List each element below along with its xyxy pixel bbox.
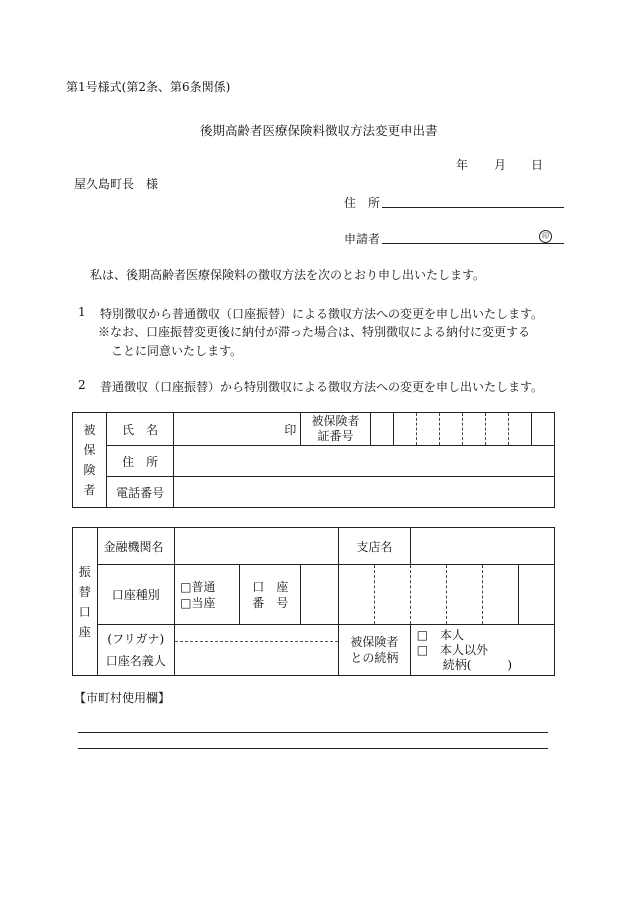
insured-number-digit[interactable]	[416, 413, 439, 446]
addressee: 屋久島町長 様	[74, 177, 159, 191]
branch-label: 支店名	[339, 528, 411, 565]
account-number-digit[interactable]	[410, 565, 446, 625]
option2-number: 2	[78, 378, 86, 392]
account-number-digit[interactable]	[374, 565, 410, 625]
insured-address-field[interactable]	[174, 446, 555, 477]
insured-number-digit[interactable]	[485, 413, 508, 446]
insured-number-label: 被保険者 証番号	[301, 413, 370, 446]
insured-name-label: 氏 名	[107, 413, 174, 446]
account-number-digit[interactable]	[482, 565, 518, 625]
account-number-digit[interactable]	[446, 565, 482, 625]
municipal-use-line-2	[78, 748, 548, 749]
insured-seal-label: 印	[284, 422, 297, 437]
bank-name-label: 金融機関名	[97, 528, 175, 565]
option1-note-line2: ことに同意いたします。	[111, 344, 243, 358]
relation-options[interactable]	[410, 625, 554, 676]
branch-field[interactable]	[410, 528, 554, 565]
municipal-use-label: 【市町村使用欄】	[74, 691, 171, 705]
insured-table	[72, 412, 555, 508]
seal-icon: 印	[539, 230, 552, 243]
account-number-label: 口 座 番 号	[240, 565, 301, 625]
option1-text: 特別徴収から普通徴収（口座振替）による徴収方法への変更を申し出いたします。	[100, 307, 544, 321]
account-table	[72, 527, 555, 676]
option1-note-line1: ※なお、口座振替変更後に納付が滞った場合は、特別徴収による納付に変更する	[98, 325, 531, 339]
insured-number-digit[interactable]	[462, 413, 485, 446]
account-number-digit[interactable]	[339, 565, 375, 625]
applicant-address-line[interactable]	[382, 207, 564, 208]
option2-text: 普通徴収（口座振替）から特別徴収による徴収方法への変更を申し出いたします。	[100, 380, 544, 394]
account-type-ordinary-checkbox[interactable]: □普通	[180, 579, 216, 594]
form-title: 後期高齢者医療保険料徴収方法変更申出書	[200, 123, 438, 138]
insured-phone-label: 電話番号	[107, 477, 174, 508]
relation-label: 被保険者 との続柄	[339, 625, 411, 676]
insured-number-digit[interactable]	[508, 413, 531, 446]
account-group-label: 振 替 口 座	[73, 528, 98, 676]
municipal-use-line-1	[78, 732, 548, 733]
insured-number-digit[interactable]	[370, 413, 393, 446]
insured-address-label: 住 所	[107, 446, 174, 477]
date-day: 日	[531, 158, 544, 172]
applicant-name-label: 申請者	[344, 232, 381, 246]
furigana-divider	[175, 625, 338, 642]
relation-self-checkbox[interactable]: □ 本人	[416, 627, 465, 642]
insured-number-digit[interactable]	[393, 413, 416, 446]
relation-detail[interactable]: 続柄( )	[442, 657, 513, 672]
option1-number: 1	[78, 305, 86, 319]
date-year: 年	[456, 158, 469, 172]
insured-phone-field[interactable]	[174, 477, 555, 508]
date-month: 月	[494, 158, 507, 172]
account-holder-label: (フリガナ) 口座名義人	[97, 625, 175, 676]
account-type-current-checkbox[interactable]: □当座	[180, 595, 216, 610]
insured-name-field[interactable]	[174, 413, 301, 446]
applicant-name-line[interactable]	[382, 243, 564, 244]
applicant-address-label: 住 所	[344, 196, 381, 210]
account-number-digit[interactable]	[518, 565, 554, 625]
insured-group-label: 被 保 険 者	[73, 413, 107, 508]
account-type-options[interactable]	[175, 565, 240, 625]
insured-number-digit[interactable]	[439, 413, 462, 446]
account-holder-field[interactable]	[175, 625, 339, 676]
form-number: 第1号様式(第2条、第6条関係)	[66, 80, 231, 94]
account-type-label: 口座種別	[97, 565, 175, 625]
account-number-digit[interactable]	[301, 565, 339, 625]
bank-name-field[interactable]	[175, 528, 339, 565]
relation-other-checkbox[interactable]: □ 本人以外	[416, 642, 489, 657]
insured-number-digit[interactable]	[531, 413, 554, 446]
intro-text: 私は、後期高齢者医療保険料の徴収方法を次のとおり申し出いたします。	[90, 268, 486, 282]
